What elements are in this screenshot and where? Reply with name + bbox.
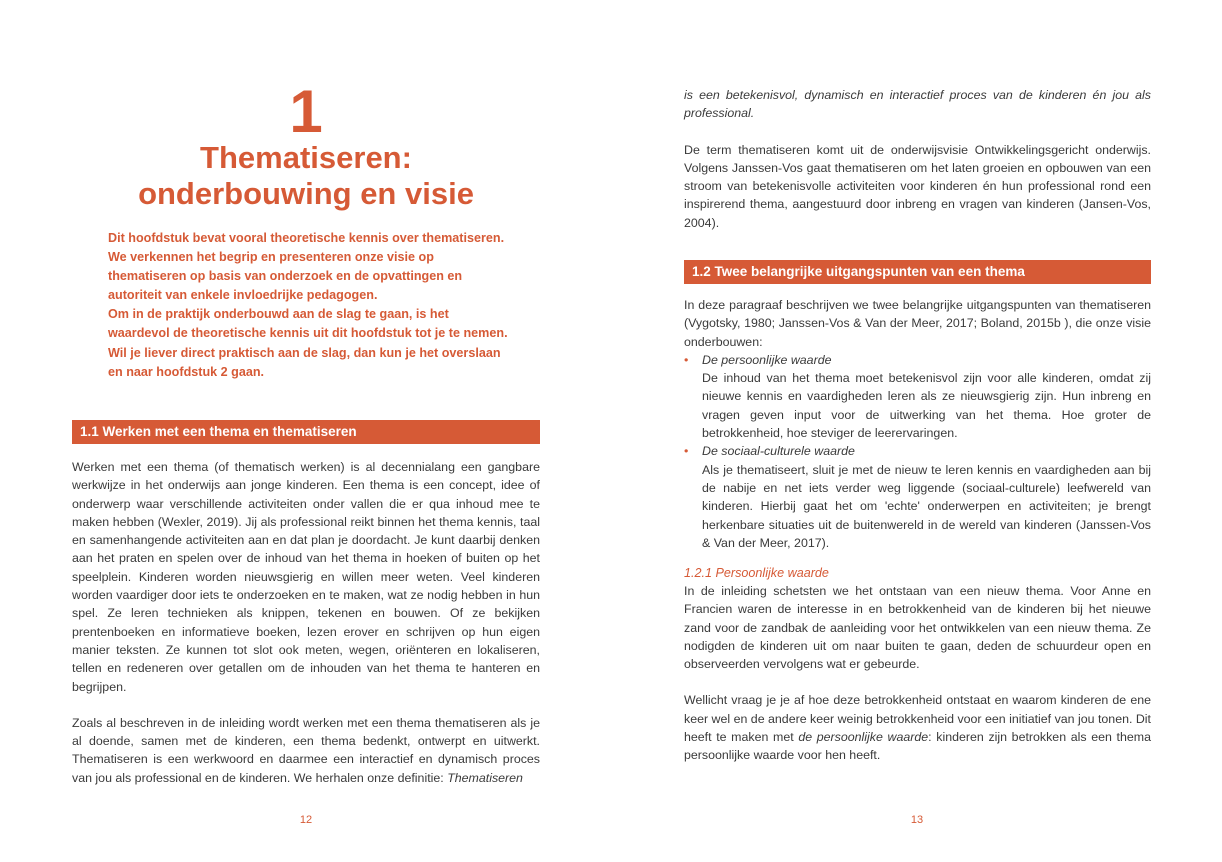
- chapter-title-line1: Thematiseren:: [200, 140, 412, 175]
- page-number-right: 13: [910, 814, 924, 826]
- body-paragraph-term: De term thematiseren komt uit de onderwijsvisie Ontwikkelingsgericht onderwijs. Volgens Janssen-Vos gaat thematiseren om het laten groeien en opbouwen van een stroom van betekenisvolle activiteiten voor kinderen én hun professional rond een inspirerend thema, aangestuurd door inbreng en vragen van kinderen (Jansen-Vos, 2004).: [684, 142, 1151, 230]
- body-paragraph-definition: [72, 714, 540, 787]
- right-page: [611, 0, 1222, 862]
- text-end: : kinderen zijn betrokken als een thema persoonlijke waarde voor hen heeft.: [684, 730, 1151, 763]
- intro-paragraph-2: Om in de praktijk onderbouwd aan de slag te gaan, is het waardevol de theoretische kennis uit dit hoofdstuk tot je te nemen. Wil je liever direct praktisch aan de slag, dan kun je het overslaan en naar hoofdstuk 2 gaan.: [108, 307, 508, 379]
- chapter-title: [72, 140, 540, 212]
- right-body-middle: [684, 296, 1151, 552]
- intro-paragraph-1: Dit hoofdstuk bevat vooral theoretische kennis over thematiseren. We verkennen het begrip en presenteren onze visie op thematiseren op basis van onderzoek en de opvattingen en autoriteit van enkele invloedrijke pedagogen.: [108, 231, 505, 303]
- definition-italic-start: Thematiseren: [447, 770, 523, 785]
- bullet-title: De persoonlijke waarde: [702, 352, 832, 367]
- bullet-text: Als je thematiseert, sluit je met de nieuw te leren kennis en vaardigheden aan bij de nabije en net iets verder weg liggende (sociaal-culturele) leefwereld van kinderen. Hierbij gaat het om 'echte' onderwerpen en activiteiten; je brengt herkenbare situaties uit de buitenwereld in de wereld van kinderen (Janssen-Vos & Van der Meer, 2017).: [702, 462, 1151, 550]
- left-body-text: [72, 458, 540, 787]
- chapter-number: 1: [289, 78, 323, 145]
- text-italic: de persoonlijke waarde: [798, 730, 929, 745]
- chapter-intro: [108, 229, 508, 382]
- right-body-bottom: [684, 582, 1151, 765]
- definition-continuation: [684, 86, 1151, 123]
- chapter-title-line2: onderbouwing en visie: [138, 176, 474, 211]
- bullet-list: [684, 351, 1151, 552]
- body-paragraph-personal-value: [684, 691, 1151, 764]
- body-paragraph-intro: In deze paragraaf beschrijven we twee belangrijke uitgangspunten van thematiseren (Vygotsky, 1980; Janssen-Vos & Van der Meer, 2017; Boland, 2015b ), die onze visie onderbouwen:: [684, 298, 1151, 349]
- section-heading-1-1: 1.1 Werken met een thema en thematiseren: [72, 420, 540, 444]
- bullet-icon: •: [684, 444, 689, 459]
- definition-lead-text: Zoals al beschreven in de inleiding wordt werken met een thema thematiseren als je al doende, samen met de kinderen, een thema bedenkt, ontwerpt en uitwerkt. Thematiseren is een werkwoord en daarmee een interactief en dynamisch proces van jou als professional en de kinderen. We herhalen onze definitie:: [72, 715, 540, 785]
- bullet-text: De inhoud van het thema moet betekenisvol zijn voor alle kinderen, omdat zij nieuwe kennis en vaardigheden leren als ze nieuwsgierig zijn. Hun inbreng en vragen geven input voor de uitwerking van het thema. Hoe groter de betrokkenheid, hoe steviger de leerervaringen.: [702, 371, 1151, 441]
- body-paragraph: Werken met een thema (of thematisch werken) is al decennialang een gangbare werkwijze in het onderwijs aan jonge kinderen. Een thema is een concept, idee of onderwerp waar verschillende activiteiten onder vallen die er qua inhoud mee te maken hebben (Wexler, 2019). Jij als professional reikt binnen het thema kennis, taal en samenhangende activiteiten aan en dat plan je doordacht. Je kunt daarbij denken aan het praten en spelen over de inhoud van het thema in hoeken of buiten op het speelplein. Kinderen worden nieuwsgierig en willen meer weten. Veel kinderen worden vaardiger door iets te onderzoeken en te maken, wat ze nodig hebben in hun spel. Ze leren technieken als knippen, tekenen en bouwen. Of ze bekijken prentenboeken en informatieve boeken, lezen erover en schrijven op hun eigen manier teksten. Ze kunnen tot slot ook meten, wegen, oriënteren en lokaliseren, tellen en redeneren over getallen om de inhouden van het thema te hanteren en begrijpen.: [72, 460, 540, 694]
- list-item: [684, 351, 1151, 442]
- subheading-1-2-1: 1.2.1 Persoonlijke waarde: [684, 566, 829, 580]
- section-heading-1-2: 1.2 Twee belangrijke uitgangspunten van een thema: [684, 260, 1151, 284]
- body-paragraph: In de inleiding schetsten we het ontstaan van een nieuw thema. Voor Anne en Francien waren de interesse in en betrokkenheid van de kinderen bij het nieuwe zand voor de zandbak de aanleiding voor het ontwikkelen van een nieuw thema. Ze nodigden de kinderen uit om naar buiten te gaan, deden de schuurdeur open en observeerden vervolgens wat er gebeurde.: [684, 584, 1151, 672]
- bullet-icon: •: [684, 352, 689, 367]
- text-lead: Wellicht vraag je je af hoe deze betrokkenheid ontstaat en waarom kinderen de ene keer wel en de andere keer weinig betrokkenheid voor een initiatief van jou tonen. Dit heeft te maken met: [684, 693, 1152, 745]
- list-item: [684, 442, 1151, 552]
- right-body-top: [684, 86, 1151, 232]
- page-number-left: 12: [299, 814, 313, 826]
- definition-italic-text: is een betekenisvol, dynamisch en interactief proces van de kinderen én jou als professional.: [684, 88, 1151, 121]
- bullet-title: De sociaal-culturele waarde: [702, 444, 855, 459]
